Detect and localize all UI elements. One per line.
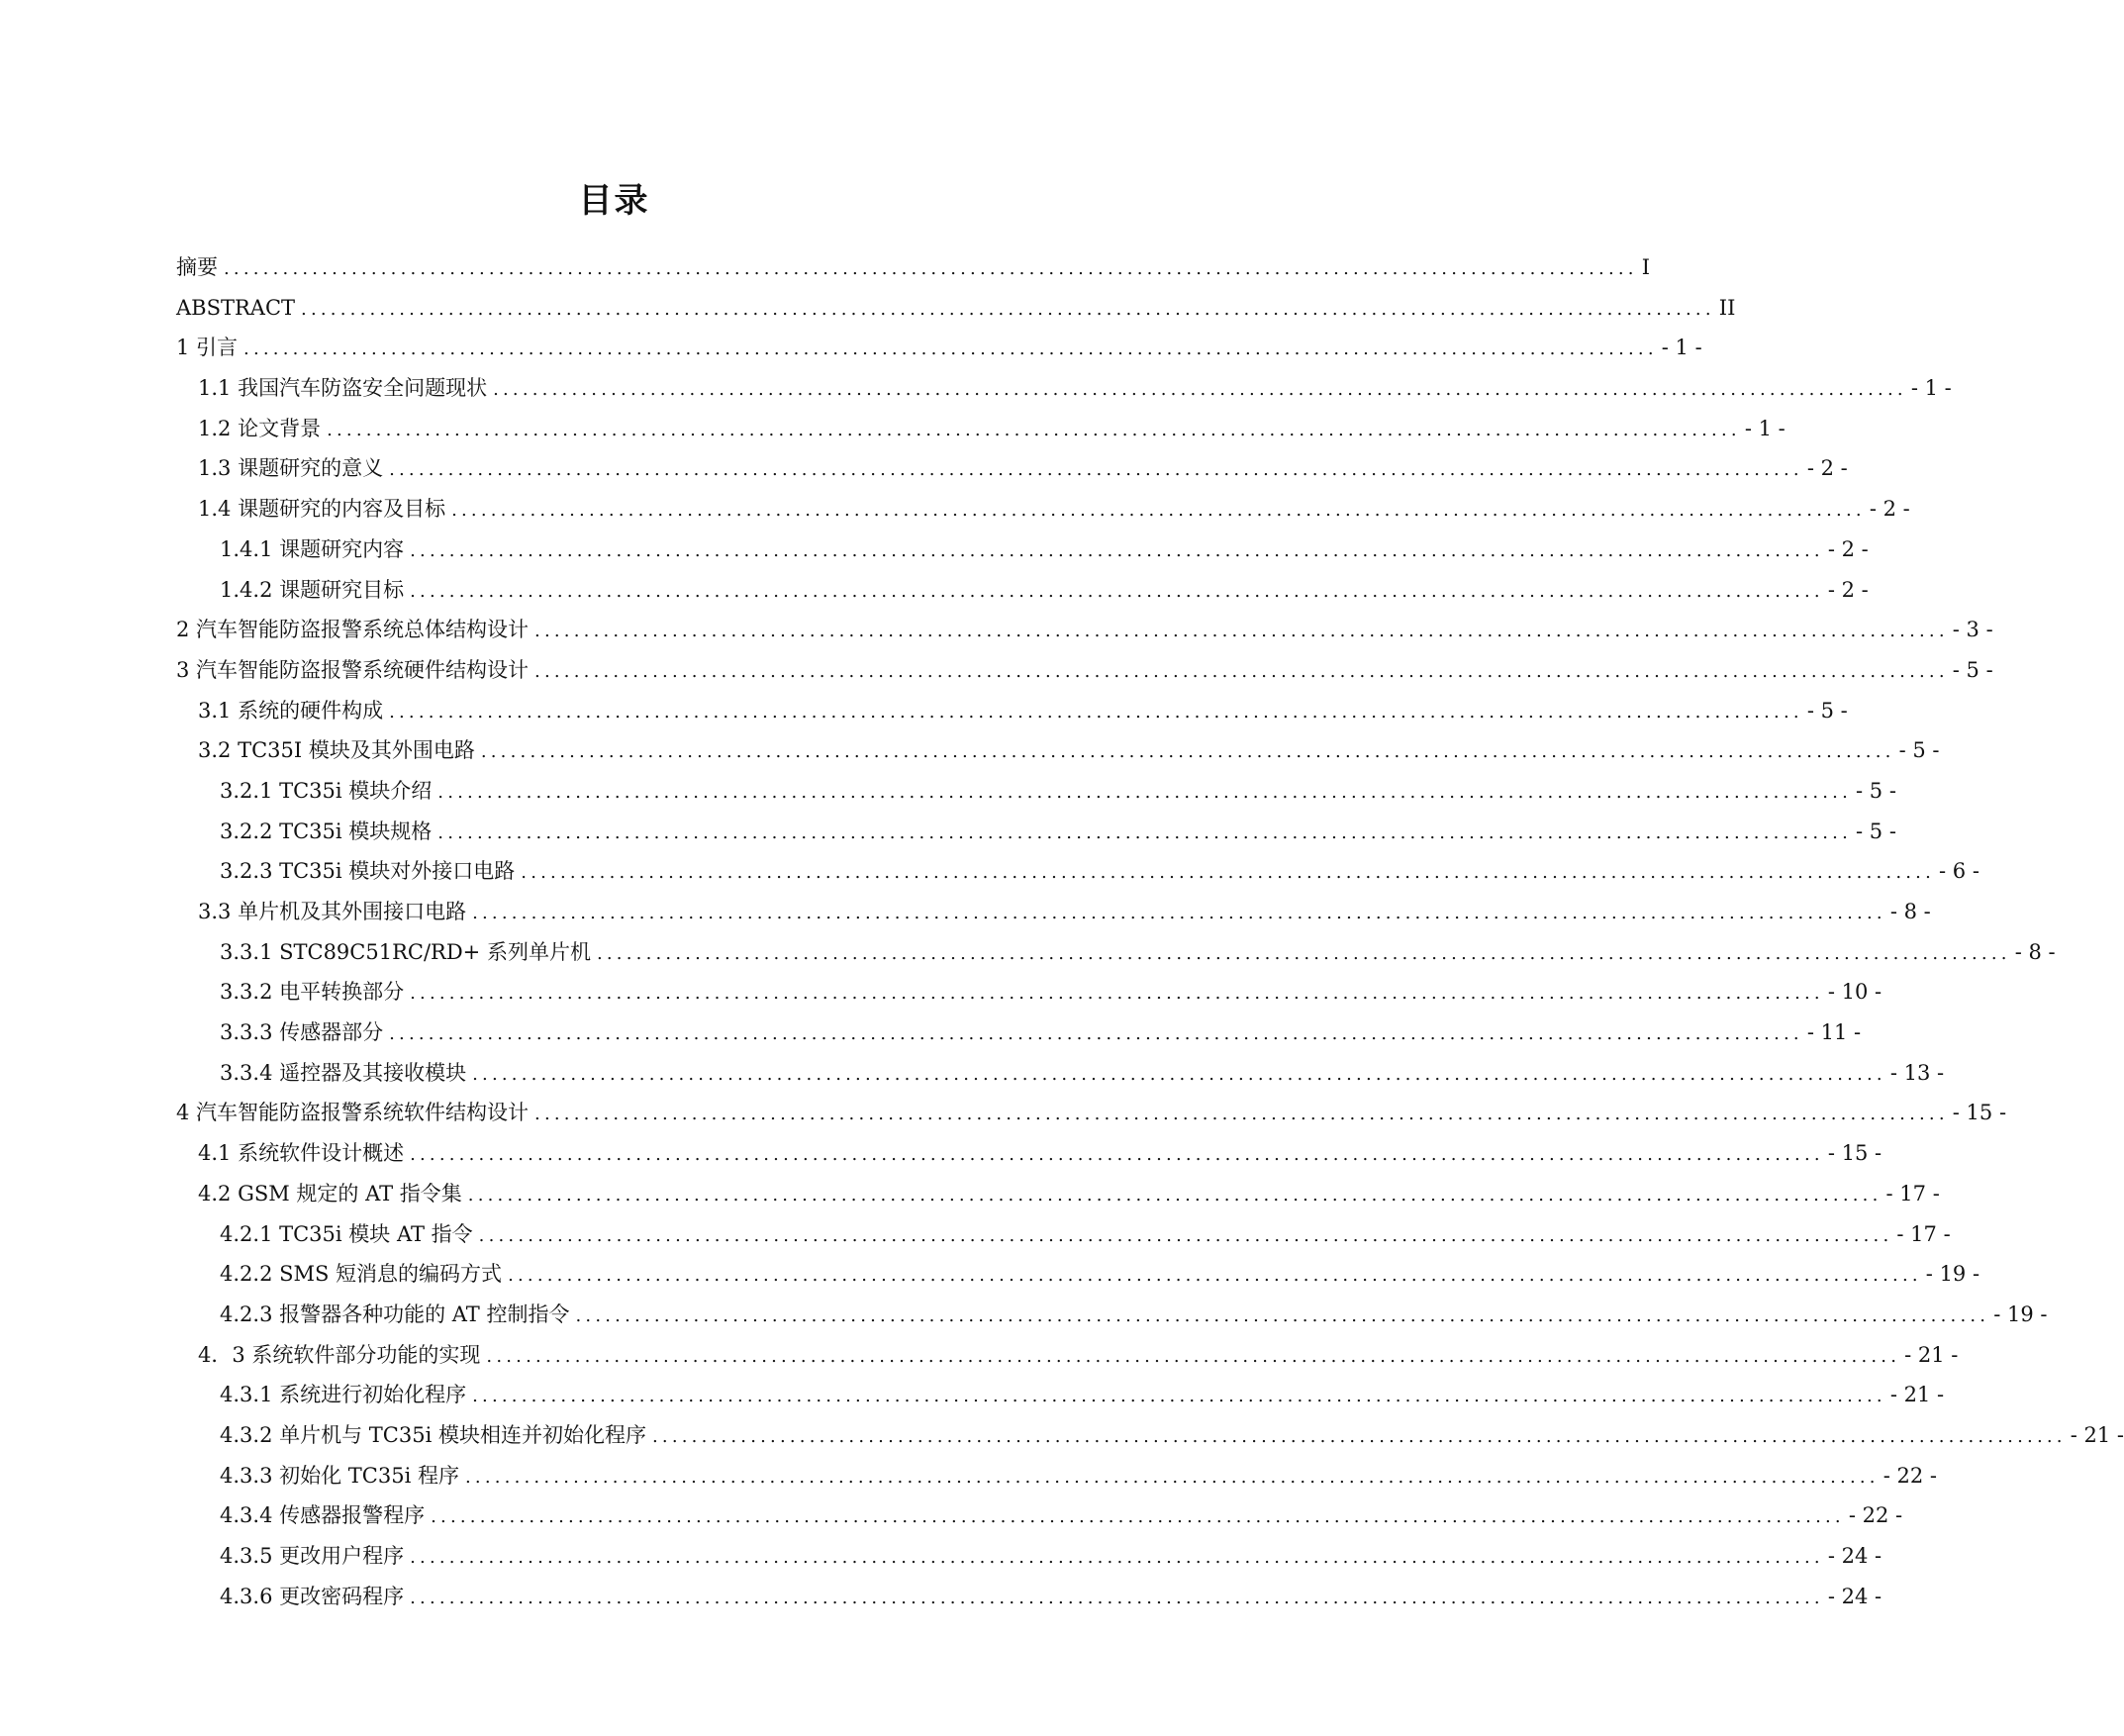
toc-dot-leader: ................................................................................................................................................ — [651, 1425, 2067, 1447]
toc-entry-page-number: - 8 - — [1889, 900, 1931, 923]
toc-entry-label: 3.3.2 电平转换部分 — [220, 980, 405, 1005]
toc-entry[interactable] — [176, 771, 1896, 812]
toc-entry-label: 1.4.1 课题研究内容 — [220, 536, 405, 561]
toc-entry-page-number: - 17 - — [1885, 1181, 1940, 1206]
toc-entry[interactable] — [176, 489, 1910, 530]
toc-entry-label: 4.3.6 更改密码程序 — [220, 1584, 405, 1608]
toc-entry-label: 3.3.3 传感器部分 — [220, 1020, 384, 1045]
toc-dot-leader: ................................................................................................................................................ — [243, 338, 1658, 360]
toc-entry-label: 3.2 TC35I 模块及其外围电路 — [198, 738, 475, 763]
toc-entry-page-number: - 6 - — [1939, 859, 1979, 884]
toc-entry[interactable] — [176, 288, 1736, 329]
toc-entry[interactable] — [176, 1254, 1980, 1295]
toc-entry-page-number: - 13 - — [1889, 1060, 1945, 1085]
toc-entry-page-number: - 21 - — [1904, 1342, 1959, 1367]
toc-dot-leader: ................................................................................................................................................ — [534, 1104, 1949, 1125]
toc-entry[interactable] — [176, 1415, 2124, 1456]
toc-entry-page-number: - 5 - — [1856, 778, 1896, 803]
toc-entry-page-number: - 1 - — [1910, 376, 1952, 401]
toc-entry-page-number: - 5 - — [1856, 819, 1896, 843]
toc-entry-label: 1.3 课题研究的意义 — [198, 456, 384, 481]
toc-dot-leader: ................................................................................................................................................ — [464, 1466, 1880, 1488]
toc-entry-page-number: - 21 - — [2070, 1422, 2124, 1447]
toc-entry[interactable] — [176, 1214, 1951, 1255]
toc-entry[interactable] — [176, 972, 1883, 1013]
toc-entry[interactable] — [176, 1456, 1937, 1496]
toc-entry[interactable] — [176, 570, 1869, 611]
toc-entry-page-number: - 5 - — [1952, 657, 1993, 682]
toc-entry[interactable] — [176, 851, 1979, 892]
toc-entry-label: 3.1 系统的硬件构成 — [198, 698, 384, 723]
toc-entry-label: 4.2.2 SMS 短消息的编码方式 — [220, 1262, 503, 1287]
toc-entry-page-number: - 22 - — [1848, 1503, 1903, 1528]
toc-dot-leader: ................................................................................................................................................ — [410, 539, 1824, 561]
toc-entry[interactable] — [176, 1536, 1883, 1577]
toc-entry[interactable] — [176, 1375, 1945, 1415]
toc-dot-leader: ................................................................................................................................................ — [301, 298, 1715, 320]
toc-entry[interactable] — [176, 1013, 1862, 1053]
toc-entry-page-number: - 5 - — [1806, 698, 1848, 723]
toc-entry-page-number: - 2 - — [1869, 497, 1910, 522]
toc-entry-page-number: - 8 - — [2014, 939, 2056, 964]
toc-entry-page-number: - 11 - — [1806, 1020, 1862, 1045]
toc-entry[interactable] — [176, 448, 1848, 489]
toc-entry-label: 4.3.1 系统进行初始化程序 — [220, 1383, 467, 1407]
toc-dot-leader: ................................................................................................................................................ — [534, 621, 1949, 642]
toc-entry[interactable] — [176, 1295, 2048, 1335]
toc-entry-page-number: - 2 - — [1806, 456, 1848, 481]
toc-entry[interactable] — [176, 730, 1940, 771]
toc-entry-label: 1.2 论文背景 — [198, 416, 322, 440]
toc-entry-label: 3.3.4 遥控器及其接收模块 — [220, 1060, 467, 1085]
toc-entry-page-number: - 1 - — [1744, 416, 1786, 440]
toc-dot-leader: ................................................................................................................................................ — [389, 701, 1803, 723]
toc-dot-leader: ................................................................................................................................................ — [431, 1506, 1845, 1528]
toc-entry-label: 3.3 单片机及其外围接口电路 — [198, 900, 467, 923]
toc-entry-page-number: - 2 - — [1827, 577, 1869, 602]
toc-entry[interactable] — [176, 530, 1869, 570]
toc-dot-leader: ................................................................................................................................................ — [410, 1144, 1824, 1166]
toc-entry-label: 4．3 系统软件部分功能的实现 — [198, 1342, 481, 1367]
toc-entry[interactable] — [176, 1093, 2007, 1133]
toc-entry-page-number: - 24 - — [1827, 1544, 1883, 1568]
toc-entry[interactable] — [176, 691, 1848, 731]
toc-entry[interactable] — [176, 1495, 1903, 1536]
toc-dot-leader: ................................................................................................................................................ — [327, 419, 1741, 440]
toc-entry[interactable] — [176, 1577, 1883, 1617]
toc-entry[interactable] — [176, 1053, 1945, 1094]
toc-entry[interactable] — [176, 1133, 1883, 1174]
toc-entry-label: 4 汽车智能防盗报警系统软件结构设计 — [176, 1101, 530, 1125]
toc-entry-page-number: I — [1641, 255, 1651, 279]
toc-entry-label: 1 引言 — [176, 336, 239, 360]
toc-dot-leader: ................................................................................................................................................ — [437, 781, 1853, 803]
toc-entry-label: 4.2.1 TC35i 模块 AT 指令 — [220, 1221, 473, 1246]
toc-dot-leader: ................................................................................................................................................ — [451, 500, 1866, 522]
toc-dot-leader: ................................................................................................................................................ — [575, 1304, 1990, 1326]
toc-entry-page-number: - 15 - — [1827, 1141, 1883, 1166]
toc-entry-page-number: - 17 - — [1896, 1221, 1951, 1246]
toc-dot-leader: ................................................................................................................................................ — [472, 1063, 1886, 1085]
table-of-contents — [176, 247, 2124, 1616]
toc-entry-label: 4.1 系统软件设计概述 — [198, 1141, 405, 1166]
toc-dot-leader: ................................................................................................................................................ — [410, 983, 1824, 1005]
toc-entry[interactable] — [176, 409, 1786, 449]
toc-dot-leader: ................................................................................................................................................ — [480, 741, 1895, 763]
toc-dot-leader: ................................................................................................................................................ — [410, 1587, 1824, 1608]
toc-dot-leader: ................................................................................................................................................ — [508, 1265, 1922, 1287]
page-title: 目录 — [578, 180, 650, 221]
toc-entry-page-number: - 5 - — [1898, 738, 1940, 763]
toc-entry[interactable] — [176, 932, 2056, 973]
toc-entry-label: 4.3.2 单片机与 TC35i 模块相连并初始化程序 — [220, 1422, 646, 1447]
toc-entry[interactable] — [176, 812, 1896, 852]
toc-entry-label: ABSTRACT — [176, 295, 296, 320]
toc-entry[interactable] — [176, 368, 1952, 409]
toc-dot-leader: ................................................................................................................................................ — [410, 580, 1824, 602]
toc-entry-label: 4.3.5 更改用户程序 — [220, 1544, 405, 1568]
toc-entry-label: 4.3.3 初始化 TC35i 程序 — [220, 1463, 459, 1488]
toc-dot-leader: ................................................................................................................................................ — [472, 1386, 1886, 1407]
toc-dot-leader: ................................................................................................................................................ — [521, 862, 1936, 884]
toc-entry-page-number: - 22 - — [1883, 1463, 1937, 1488]
toc-entry-label: 1.4.2 课题研究目标 — [220, 577, 405, 602]
toc-entry-label: 4.3.4 传感器报警程序 — [220, 1503, 426, 1528]
toc-entry-label: 1.4 课题研究的内容及目标 — [198, 497, 446, 522]
toc-dot-leader: ................................................................................................................................................ — [389, 459, 1803, 481]
toc-entry[interactable] — [176, 610, 1993, 650]
toc-entry[interactable] — [176, 1174, 1940, 1214]
toc-entry[interactable] — [176, 1335, 1959, 1376]
toc-entry-label: 摘要 — [176, 255, 218, 279]
toc-entry-page-number: - 1 - — [1661, 336, 1702, 360]
toc-entry-page-number: II — [1718, 295, 1736, 320]
toc-entry-label: 3.2.3 TC35i 模块对外接口电路 — [220, 859, 516, 884]
toc-entry-label: 3.3.1 STC89C51RC/RD+ 系列单片机 — [220, 939, 591, 964]
toc-dot-leader: ................................................................................................................................................ — [472, 903, 1886, 923]
toc-entry[interactable] — [176, 328, 1702, 368]
toc-dot-leader: ................................................................................................................................................ — [437, 821, 1853, 843]
toc-entry-label: 3.2.1 TC35i 模块介绍 — [220, 778, 433, 803]
toc-dot-leader: ................................................................................................................................................ — [478, 1224, 1893, 1246]
toc-dot-leader: ................................................................................................................................................ — [534, 660, 1949, 682]
toc-dot-leader: ................................................................................................................................................ — [596, 942, 2011, 964]
toc-entry-label: 2 汽车智能防盗报警系统总体结构设计 — [176, 618, 530, 642]
toc-entry-label: 1.1 我国汽车防盗安全问题现状 — [198, 376, 488, 401]
toc-dot-leader: ................................................................................................................................................ — [493, 379, 1907, 401]
toc-entry-label: 4.2 GSM 规定的 AT 指令集 — [198, 1181, 462, 1206]
toc-entry-page-number: - 10 - — [1827, 980, 1883, 1005]
toc-entry-page-number: - 24 - — [1827, 1584, 1883, 1608]
toc-entry[interactable] — [176, 892, 1931, 932]
toc-dot-leader: ................................................................................................................................................ — [224, 258, 1638, 279]
toc-dot-leader: ................................................................................................................................................ — [410, 1547, 1824, 1568]
toc-entry-page-number: - 15 - — [1952, 1101, 2007, 1125]
toc-entry[interactable] — [176, 247, 1651, 288]
toc-dot-leader: ................................................................................................................................................ — [467, 1184, 1883, 1206]
toc-entry-page-number: - 2 - — [1827, 536, 1869, 561]
toc-entry-page-number: - 21 - — [1889, 1383, 1945, 1407]
toc-entry-page-number: - 19 - — [1993, 1302, 2048, 1326]
toc-entry[interactable] — [176, 650, 1993, 691]
toc-dot-leader: ................................................................................................................................................ — [486, 1345, 1901, 1367]
toc-entry-label: 3 汽车智能防盗报警系统硬件结构设计 — [176, 657, 530, 682]
toc-entry-label: 3.2.2 TC35i 模块规格 — [220, 819, 433, 843]
toc-entry-page-number: - 3 - — [1952, 618, 1993, 642]
toc-entry-label: 4.2.3 报警器各种功能的 AT 控制指令 — [220, 1302, 570, 1326]
toc-entry-page-number: - 19 - — [1925, 1262, 1980, 1287]
toc-dot-leader: ................................................................................................................................................ — [389, 1023, 1803, 1045]
